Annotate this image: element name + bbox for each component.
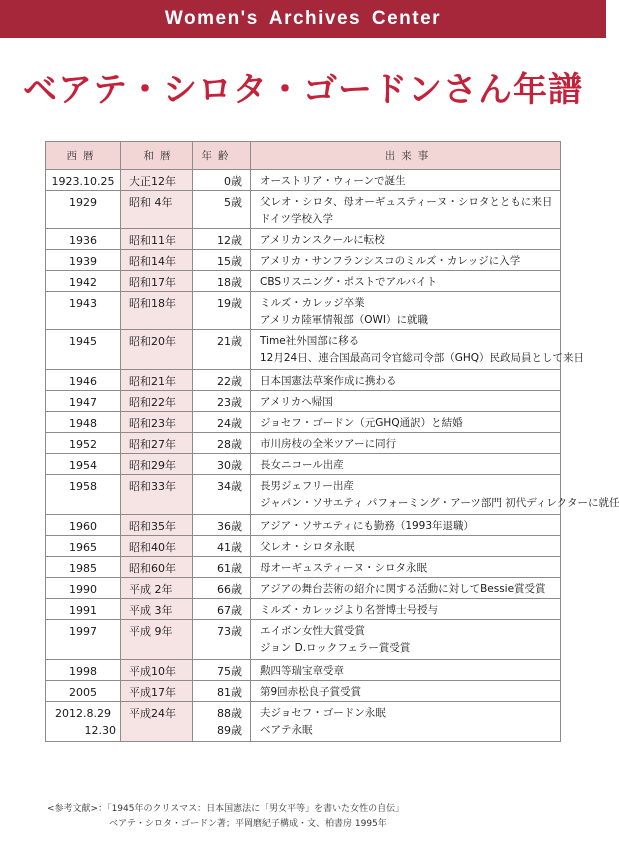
event-cell-line: 勲四等瑞宝章受章 bbox=[260, 665, 344, 677]
western-year-cell bbox=[46, 391, 121, 412]
western-year-cell bbox=[46, 660, 121, 681]
western-year-cell-line: 1997 bbox=[69, 625, 97, 638]
table-row bbox=[46, 391, 561, 412]
age-cell bbox=[193, 292, 251, 330]
org-name: Women's Archives Center bbox=[164, 8, 442, 29]
table-row bbox=[46, 191, 561, 229]
western-year-cell-line: 1943 bbox=[69, 297, 97, 310]
event-cell-line: アジアの舞台芸術の紹介に関する活動に対してBessie賞受賞 bbox=[260, 583, 546, 595]
event-cell-line: 父レオ・シロタ永眠 bbox=[260, 541, 355, 553]
event-cell-line: 夫ジョセフ・ゴードン永眠 bbox=[260, 707, 386, 719]
event-cell bbox=[251, 412, 561, 433]
age-cell-line: 34歳 bbox=[217, 480, 242, 493]
japanese-era-cell: 昭和 4年 bbox=[121, 191, 193, 229]
table-row bbox=[46, 515, 561, 536]
event-cell bbox=[251, 599, 561, 620]
western-year-cell-line: 1936 bbox=[69, 234, 97, 247]
japanese-era-cell: 昭和21年 bbox=[121, 370, 193, 391]
age-cell bbox=[193, 599, 251, 620]
event-cell bbox=[251, 702, 561, 742]
event-cell bbox=[251, 515, 561, 536]
japanese-era-cell: 昭和35年 bbox=[121, 515, 193, 536]
japanese-era-cell: 昭和18年 bbox=[121, 292, 193, 330]
western-year-cell-line: 1947 bbox=[69, 396, 97, 409]
age-cell-line: 81歳 bbox=[217, 686, 242, 699]
western-year-cell bbox=[46, 292, 121, 330]
timeline-table bbox=[45, 141, 619, 742]
western-year-cell bbox=[46, 599, 121, 620]
event-cell bbox=[251, 681, 561, 702]
japanese-era-cell: 昭和27年 bbox=[121, 433, 193, 454]
event-cell-line: 母オーギュスティーヌ・シロタ永眠 bbox=[260, 562, 427, 574]
western-year-cell bbox=[46, 170, 121, 191]
western-year-cell-line: 1985 bbox=[69, 562, 97, 575]
event-cell bbox=[251, 191, 561, 229]
age-cell-line: 41歳 bbox=[217, 541, 242, 554]
timeline-body bbox=[46, 170, 619, 742]
age-cell bbox=[193, 271, 251, 292]
age-cell-line: 75歳 bbox=[217, 665, 242, 678]
event-cell bbox=[251, 170, 561, 191]
table-row bbox=[46, 433, 561, 454]
japanese-era-cell: 昭和40年 bbox=[121, 536, 193, 557]
western-year-cell-line: 1990 bbox=[69, 583, 97, 596]
age-cell-line: 12歳 bbox=[217, 234, 242, 247]
japanese-era-cell: 昭和23年 bbox=[121, 412, 193, 433]
table-row bbox=[46, 578, 561, 599]
age-cell-line: 15歳 bbox=[217, 255, 242, 268]
age-cell bbox=[193, 170, 251, 191]
event-cell-line: 日本国憲法草案作成に携わる bbox=[260, 375, 397, 387]
event-cell-line: 第9回赤松良子賞受賞 bbox=[260, 686, 362, 698]
table-row bbox=[46, 620, 561, 660]
western-year-cell bbox=[46, 578, 121, 599]
age-cell bbox=[193, 370, 251, 391]
event-cell-line: オーストリア・ウィーンで誕生 bbox=[260, 175, 406, 187]
japanese-era-cell: 昭和29年 bbox=[121, 454, 193, 475]
event-cell-line: ジャパン・ソサエティ パフォーミング・アーツ部門 初代ディレクターに就任 bbox=[260, 497, 619, 509]
event-cell-line: ベアテ永眠 bbox=[260, 724, 313, 736]
event-cell bbox=[251, 660, 561, 681]
age-cell-line: 21歳 bbox=[217, 335, 242, 348]
age-cell bbox=[193, 702, 251, 742]
event-cell-line: 父レオ・シロタ、母オーギュスティーヌ・シロタとともに来日 bbox=[260, 196, 553, 208]
age-cell-line: 89歳 bbox=[217, 724, 242, 737]
age-cell bbox=[193, 191, 251, 229]
event-cell-line: ミルズ・カレッジ卒業 bbox=[260, 297, 365, 309]
reference-line-2: ベアテ・シロタ・ゴードン著；平岡磨紀子構成・文、柏書房 1995年 bbox=[109, 819, 387, 829]
western-year-cell-line: 1939 bbox=[69, 255, 97, 268]
western-year-cell bbox=[46, 229, 121, 250]
japanese-era-cell: 昭和14年 bbox=[121, 250, 193, 271]
page-title: ベアテ・シロタ・ゴードンさん年譜 bbox=[23, 70, 583, 110]
column-header-age: 年齢 bbox=[193, 142, 251, 170]
event-cell bbox=[251, 271, 561, 292]
table-row bbox=[46, 536, 561, 557]
table-row bbox=[46, 412, 561, 433]
age-cell bbox=[193, 475, 251, 515]
event-cell-line: Time社外国部に移る bbox=[260, 335, 360, 347]
event-cell-line: アメリカンスクールに転校 bbox=[260, 234, 385, 246]
age-cell-line: 22歳 bbox=[217, 375, 242, 388]
japanese-era-cell: 大正12年 bbox=[121, 170, 193, 191]
western-year-cell-line: 1958 bbox=[69, 480, 97, 493]
western-year-cell bbox=[46, 475, 121, 515]
event-cell-line: アジア・ソサエティにも勤務（1993年退職） bbox=[260, 520, 475, 532]
table-row bbox=[46, 292, 561, 330]
western-year-cell-line: 2012.8.29 bbox=[55, 707, 111, 720]
age-cell bbox=[193, 660, 251, 681]
western-year-cell-line: 12.30 bbox=[84, 724, 116, 737]
table-row bbox=[46, 702, 561, 742]
western-year-cell-line: 1945 bbox=[69, 335, 97, 348]
age-cell-line: 61歳 bbox=[217, 562, 242, 575]
event-cell-line: 長男ジェフリー出産 bbox=[260, 480, 354, 492]
western-year-cell bbox=[46, 536, 121, 557]
western-year-cell bbox=[46, 191, 121, 229]
age-cell bbox=[193, 578, 251, 599]
western-year-cell bbox=[46, 702, 121, 742]
western-year-cell bbox=[46, 330, 121, 370]
event-cell bbox=[251, 250, 561, 271]
event-cell bbox=[251, 370, 561, 391]
age-cell-line: 0歳 bbox=[224, 175, 242, 188]
event-cell bbox=[251, 620, 561, 660]
western-year-cell-line: 1942 bbox=[69, 276, 97, 289]
western-year-cell-line: 1946 bbox=[69, 375, 97, 388]
event-cell-line: ドイツ学校入学 bbox=[260, 213, 333, 225]
age-cell bbox=[193, 536, 251, 557]
table-row bbox=[46, 660, 561, 681]
event-cell bbox=[251, 391, 561, 412]
japanese-era-cell: 昭和20年 bbox=[121, 330, 193, 370]
age-cell-line: 23歳 bbox=[217, 396, 242, 409]
references bbox=[47, 802, 404, 832]
table-row bbox=[46, 271, 561, 292]
event-cell-line: 市川房枝の全米ツアーに同行 bbox=[260, 438, 397, 450]
age-cell-line: 5歳 bbox=[224, 196, 242, 209]
event-cell bbox=[251, 536, 561, 557]
western-year-cell bbox=[46, 250, 121, 271]
event-cell-line: 12月24日、連合国最高司令官総司令部（GHQ）民政局員として来日 bbox=[260, 352, 585, 364]
age-cell bbox=[193, 229, 251, 250]
japanese-era-cell: 平成 9年 bbox=[121, 620, 193, 660]
age-cell-line: 18歳 bbox=[217, 276, 242, 289]
age-cell-line: 28歳 bbox=[217, 438, 242, 451]
table-row bbox=[46, 681, 561, 702]
western-year-cell bbox=[46, 515, 121, 536]
event-cell-line: アメリカ・サンフランシスコのミルズ・カレッジに入学 bbox=[260, 255, 521, 267]
age-cell-line: 19歳 bbox=[217, 297, 242, 310]
age-cell-line: 73歳 bbox=[217, 625, 242, 638]
age-cell bbox=[193, 620, 251, 660]
event-cell-line: 長女ニコール出産 bbox=[260, 459, 344, 471]
event-cell-line: ジョン D.ロックフェラー賞受賞 bbox=[260, 642, 411, 654]
age-cell bbox=[193, 391, 251, 412]
age-cell bbox=[193, 515, 251, 536]
age-cell-line: 30歳 bbox=[217, 459, 242, 472]
japanese-era-cell: 平成24年 bbox=[121, 702, 193, 742]
japanese-era-cell: 昭和11年 bbox=[121, 229, 193, 250]
japanese-era-cell: 平成 2年 bbox=[121, 578, 193, 599]
western-year-cell-line: 2005 bbox=[69, 686, 97, 699]
table-row bbox=[46, 454, 561, 475]
event-cell-line: アメリカへ帰国 bbox=[260, 396, 333, 408]
western-year-cell bbox=[46, 557, 121, 578]
age-cell bbox=[193, 454, 251, 475]
western-year-cell-line: 1923.10.25 bbox=[51, 175, 115, 188]
age-cell bbox=[193, 557, 251, 578]
event-cell bbox=[251, 578, 561, 599]
event-cell-line: ミルズ・カレッジより名誉博士号授与 bbox=[260, 604, 439, 616]
western-year-cell-line: 1948 bbox=[69, 417, 97, 430]
western-year-cell bbox=[46, 370, 121, 391]
table-row bbox=[46, 250, 561, 271]
western-year-cell bbox=[46, 681, 121, 702]
japanese-era-cell: 平成17年 bbox=[121, 681, 193, 702]
age-cell-line: 66歳 bbox=[217, 583, 242, 596]
age-cell bbox=[193, 681, 251, 702]
table-row bbox=[46, 599, 561, 620]
japanese-era-cell: 平成10年 bbox=[121, 660, 193, 681]
event-cell bbox=[251, 557, 561, 578]
age-cell-line: 88歳 bbox=[217, 707, 242, 720]
table-row bbox=[46, 229, 561, 250]
western-year-cell-line: 1965 bbox=[69, 541, 97, 554]
japanese-era-cell: 昭和33年 bbox=[121, 475, 193, 515]
event-cell bbox=[251, 229, 561, 250]
event-cell bbox=[251, 454, 561, 475]
event-cell bbox=[251, 433, 561, 454]
western-year-cell-line: 1952 bbox=[69, 438, 97, 451]
western-year-cell bbox=[46, 433, 121, 454]
event-cell bbox=[251, 292, 561, 330]
age-cell bbox=[193, 330, 251, 370]
reference-line-1: <参考文献>：「1945年のクリスマス：日本国憲法に「男女平等」を書いた女性の自伝」 bbox=[47, 804, 405, 814]
table-row bbox=[46, 557, 561, 578]
column-header-japanese-era: 和暦 bbox=[121, 142, 193, 170]
western-year-cell bbox=[46, 454, 121, 475]
table-row bbox=[46, 330, 561, 370]
event-cell-line: ジョセフ・ゴードン（元GHQ通訳）と結婚 bbox=[260, 417, 463, 429]
header-bar bbox=[0, 0, 606, 38]
event-cell bbox=[251, 330, 585, 370]
table-row bbox=[46, 170, 561, 191]
age-cell bbox=[193, 433, 251, 454]
western-year-cell-line: 1960 bbox=[69, 520, 97, 533]
column-header-event: 出来事 bbox=[251, 142, 561, 170]
table-row bbox=[46, 475, 561, 515]
event-cell-line: アメリカ陸軍情報部（OWI）に就職 bbox=[260, 314, 429, 326]
table-row bbox=[46, 370, 561, 391]
age-cell-line: 36歳 bbox=[217, 520, 242, 533]
japanese-era-cell: 昭和17年 bbox=[121, 271, 193, 292]
age-cell bbox=[193, 412, 251, 433]
age-cell-line: 24歳 bbox=[217, 417, 242, 430]
table-header-row bbox=[46, 142, 561, 170]
western-year-cell bbox=[46, 412, 121, 433]
japanese-era-cell: 昭和60年 bbox=[121, 557, 193, 578]
age-cell-line: 67歳 bbox=[217, 604, 242, 617]
event-cell bbox=[251, 475, 619, 515]
western-year-cell-line: 1998 bbox=[69, 665, 97, 678]
column-header-western-year: 西暦 bbox=[46, 142, 121, 170]
western-year-cell bbox=[46, 620, 121, 660]
western-year-cell-line: 1929 bbox=[69, 196, 97, 209]
japanese-era-cell: 昭和22年 bbox=[121, 391, 193, 412]
japanese-era-cell: 平成 3年 bbox=[121, 599, 193, 620]
age-cell bbox=[193, 250, 251, 271]
western-year-cell bbox=[46, 271, 121, 292]
western-year-cell-line: 1954 bbox=[69, 459, 97, 472]
event-cell-line: エイボン女性大賞受賞 bbox=[260, 625, 365, 637]
western-year-cell-line: 1991 bbox=[69, 604, 97, 617]
event-cell-line: CBSリスニング・ポストでアルバイト bbox=[260, 276, 437, 288]
